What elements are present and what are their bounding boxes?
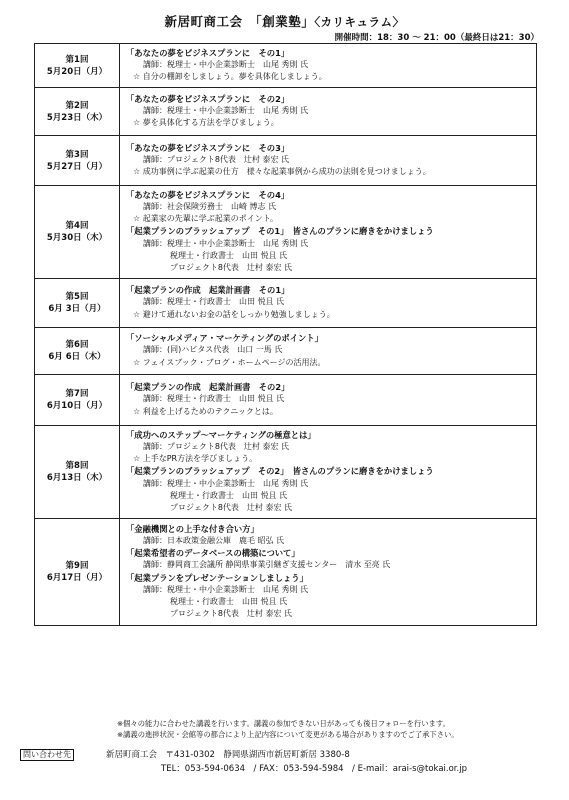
session-row [35,519,537,626]
session-number: 第1回 [65,54,89,65]
lecture-title: 「起業希望者のデータベースの構築について」 [126,548,300,559]
session-date-cell [35,136,120,186]
lecturer-line: 税理士・行政書士 山田 悦且 氏 [170,250,288,260]
lecture-title: 「あなたの夢をビジネスプランに その2」 [126,93,290,104]
lecture-title: 「起業プランをプレゼンテーションしましょう」 [126,572,308,583]
lecture-title: 「起業プランの作成 起業計画書 その2」 [126,382,290,393]
title-subtitle: 〈カリキュラム〉 [314,15,405,29]
lecture-point: ☆ 自分の棚卸をしましょう。夢を具体化しましょう。 [133,72,327,82]
contact-tel-fax-email: TEL：053-594-0634 / FAX：053-594-5984 / E-mail：arai-s@tokai.or.jp [161,764,467,774]
session-date-cell [35,328,120,375]
lecturer-line: 講師：(同)ハビタス代表 山口 一馬 氏 [143,345,283,355]
page-title [0,12,569,30]
lecturer-line: 講師：税理士・中小企業診断士 山尾 秀則 氏 [143,59,309,69]
session-number: 第4回 [65,221,89,231]
lecture-title: 「成功へのステップ〜マーケティングの極意とは」 [126,429,316,440]
session-date: 5月27日（月） [46,161,108,172]
session-number: 第3回 [65,149,89,160]
session-number: 第9回 [65,561,89,571]
lecturer-line: 講師：日本政策金融公庫 鹿毛 昭弘 氏 [143,535,285,545]
session-date: 6月17日（月） [46,573,108,583]
lecture-title: 「あなたの夢をビジネスプランに その3」 [126,142,290,153]
session-date: 5月23日（木） [46,112,108,123]
lecturer-line: 講師：プロジェクト8代表 辻村 泰宏 氏 [143,154,290,164]
session-date: 6月 6日（木） [48,352,106,362]
lecture-title: 「起業プランのブラッシュアップ その1」 皆さんのプランに磨きをかけましょう [126,226,434,237]
session-number: 第6回 [65,340,89,350]
lecturer-line: 講師：税理士・中小企業診断士 山尾 秀則 氏 [143,478,309,488]
lecturer-line: プロジェクト8代表 辻村 泰宏 氏 [170,503,293,512]
schedule-time: 開催時間：18：30 〜 21：00（最終日は21：30） [334,33,539,43]
session-row [35,279,537,328]
session-content-cell [120,88,537,136]
session-number: 第2回 [65,100,89,111]
session-row [35,136,537,186]
footer-note-changes: ※講義の進捗状況・会館等の都合により上記内容について変更がある場合がありますのでご了承下さい。 [117,730,459,739]
session-date-cell [35,279,120,328]
session-content-cell [120,519,537,626]
lecture-point: ☆ 避けて通れないお金の話をしっかり勉強しましょう。 [133,309,335,319]
session-row [35,88,537,136]
lecturer-line: プロジェクト8代表 辻村 泰宏 氏 [170,263,293,272]
lecturer-line: 講師：静岡商工会議所 静岡県事業引継ぎ支援センター 清水 至亮 氏 [143,560,391,570]
session-date-cell [35,426,120,519]
session-date: 5月20日（月） [46,66,108,77]
session-number: 第5回 [65,292,89,302]
session-content-cell [120,186,537,279]
session-content-cell [120,426,537,519]
session-content-cell [120,328,537,375]
lecturer-line: 講師：税理士・行政書士 山田 悦且 氏 [143,297,285,307]
lecture-title: 「あなたの夢をビジネスプランに その1」 [126,47,290,58]
lecture-title: 「あなたの夢をビジネスプランに その4」 [126,189,290,200]
lecturer-line: 講師：税理士・中小企業診断士 山尾 秀則 氏 [143,238,309,248]
lecturer-line: 講師：税理士・行政書士 山田 悦且 氏 [143,394,285,404]
session-content-cell [120,279,537,328]
session-content-cell [120,375,537,426]
session-row [35,186,537,279]
lecture-point: ☆ 利益を上げるためのテクニックとは。 [133,406,278,416]
lecture-point: ☆ 起業家の先輩に学ぶ起業のポイント。 [133,214,278,224]
lecturer-line: 講師：社会保険労務士 山崎 博志 氏 [143,201,277,211]
lecturer-line: 講師：税理士・中小企業診断士 山尾 秀則 氏 [143,105,309,115]
footer-note-follow-up: ※個々の能力に合わせた講義を行います。講義の参加できない日があっても後日フォローを行います。 [117,719,450,728]
session-content-cell [120,44,537,88]
lecture-title: 「起業プランのブラッシュアップ その2」 皆さんのプランに磨きをかけましょう [126,466,434,477]
session-date-cell [35,186,120,279]
session-number: 第8回 [65,461,89,471]
lecture-point: ☆ フェイスブック・ブログ・ホームページの活用法。 [133,357,326,367]
contact-label: 問い合わせ先 [20,749,74,761]
lecturer-line: 講師：税理士・中小企業診断士 山尾 秀則 氏 [143,584,309,594]
lecture-point: ☆ 成功事例に学ぶ起業の仕方 様々な起業事例から成功の法則を見つけましょう。 [133,167,431,177]
session-date-cell [35,519,120,626]
lecturer-line: プロジェクト8代表 辻村 泰宏 氏 [170,609,293,619]
session-row [35,44,537,88]
lecture-title: 「ソーシャルメディア・マーケティングのポイント」 [126,333,323,344]
lecture-title: 「金融機関との上手な付き合い方」 [126,523,259,534]
contact-address: 新居町商工会 〒431-0302 静岡県湖西市新居町新居 3380-8 [106,750,350,760]
curriculum-table [34,43,537,626]
lecture-title: 「起業プランの作成 起業計画書 その1」 [126,285,290,296]
session-date: 6月13日（木） [46,473,108,483]
lecturer-line: 税理士・行政書士 山田 悦且 氏 [170,596,288,606]
session-content-cell [120,136,537,186]
session-row [35,375,537,426]
lecture-point: ☆ 上手なPR方法を学びましょう。 [133,454,258,464]
session-date-cell [35,44,120,88]
session-number: 第7回 [65,389,89,399]
session-row [35,426,537,519]
session-date: 6月10日（月） [46,401,108,411]
session-date-cell [35,375,120,426]
lecturer-line: 講師：プロジェクト8代表 辻村 泰宏 氏 [143,441,290,451]
session-row [35,328,537,375]
lecturer-line: 税理士・行政書士 山田 悦且 氏 [170,490,288,500]
session-date: 5月30日（木） [46,233,108,243]
session-date: 6月 3日（月） [48,304,106,314]
lecture-point: ☆ 夢を具体化する方法を学びましょう。 [133,118,279,128]
session-date-cell [35,88,120,136]
title-text: 新居町商工会 「創業塾」 [164,14,315,29]
